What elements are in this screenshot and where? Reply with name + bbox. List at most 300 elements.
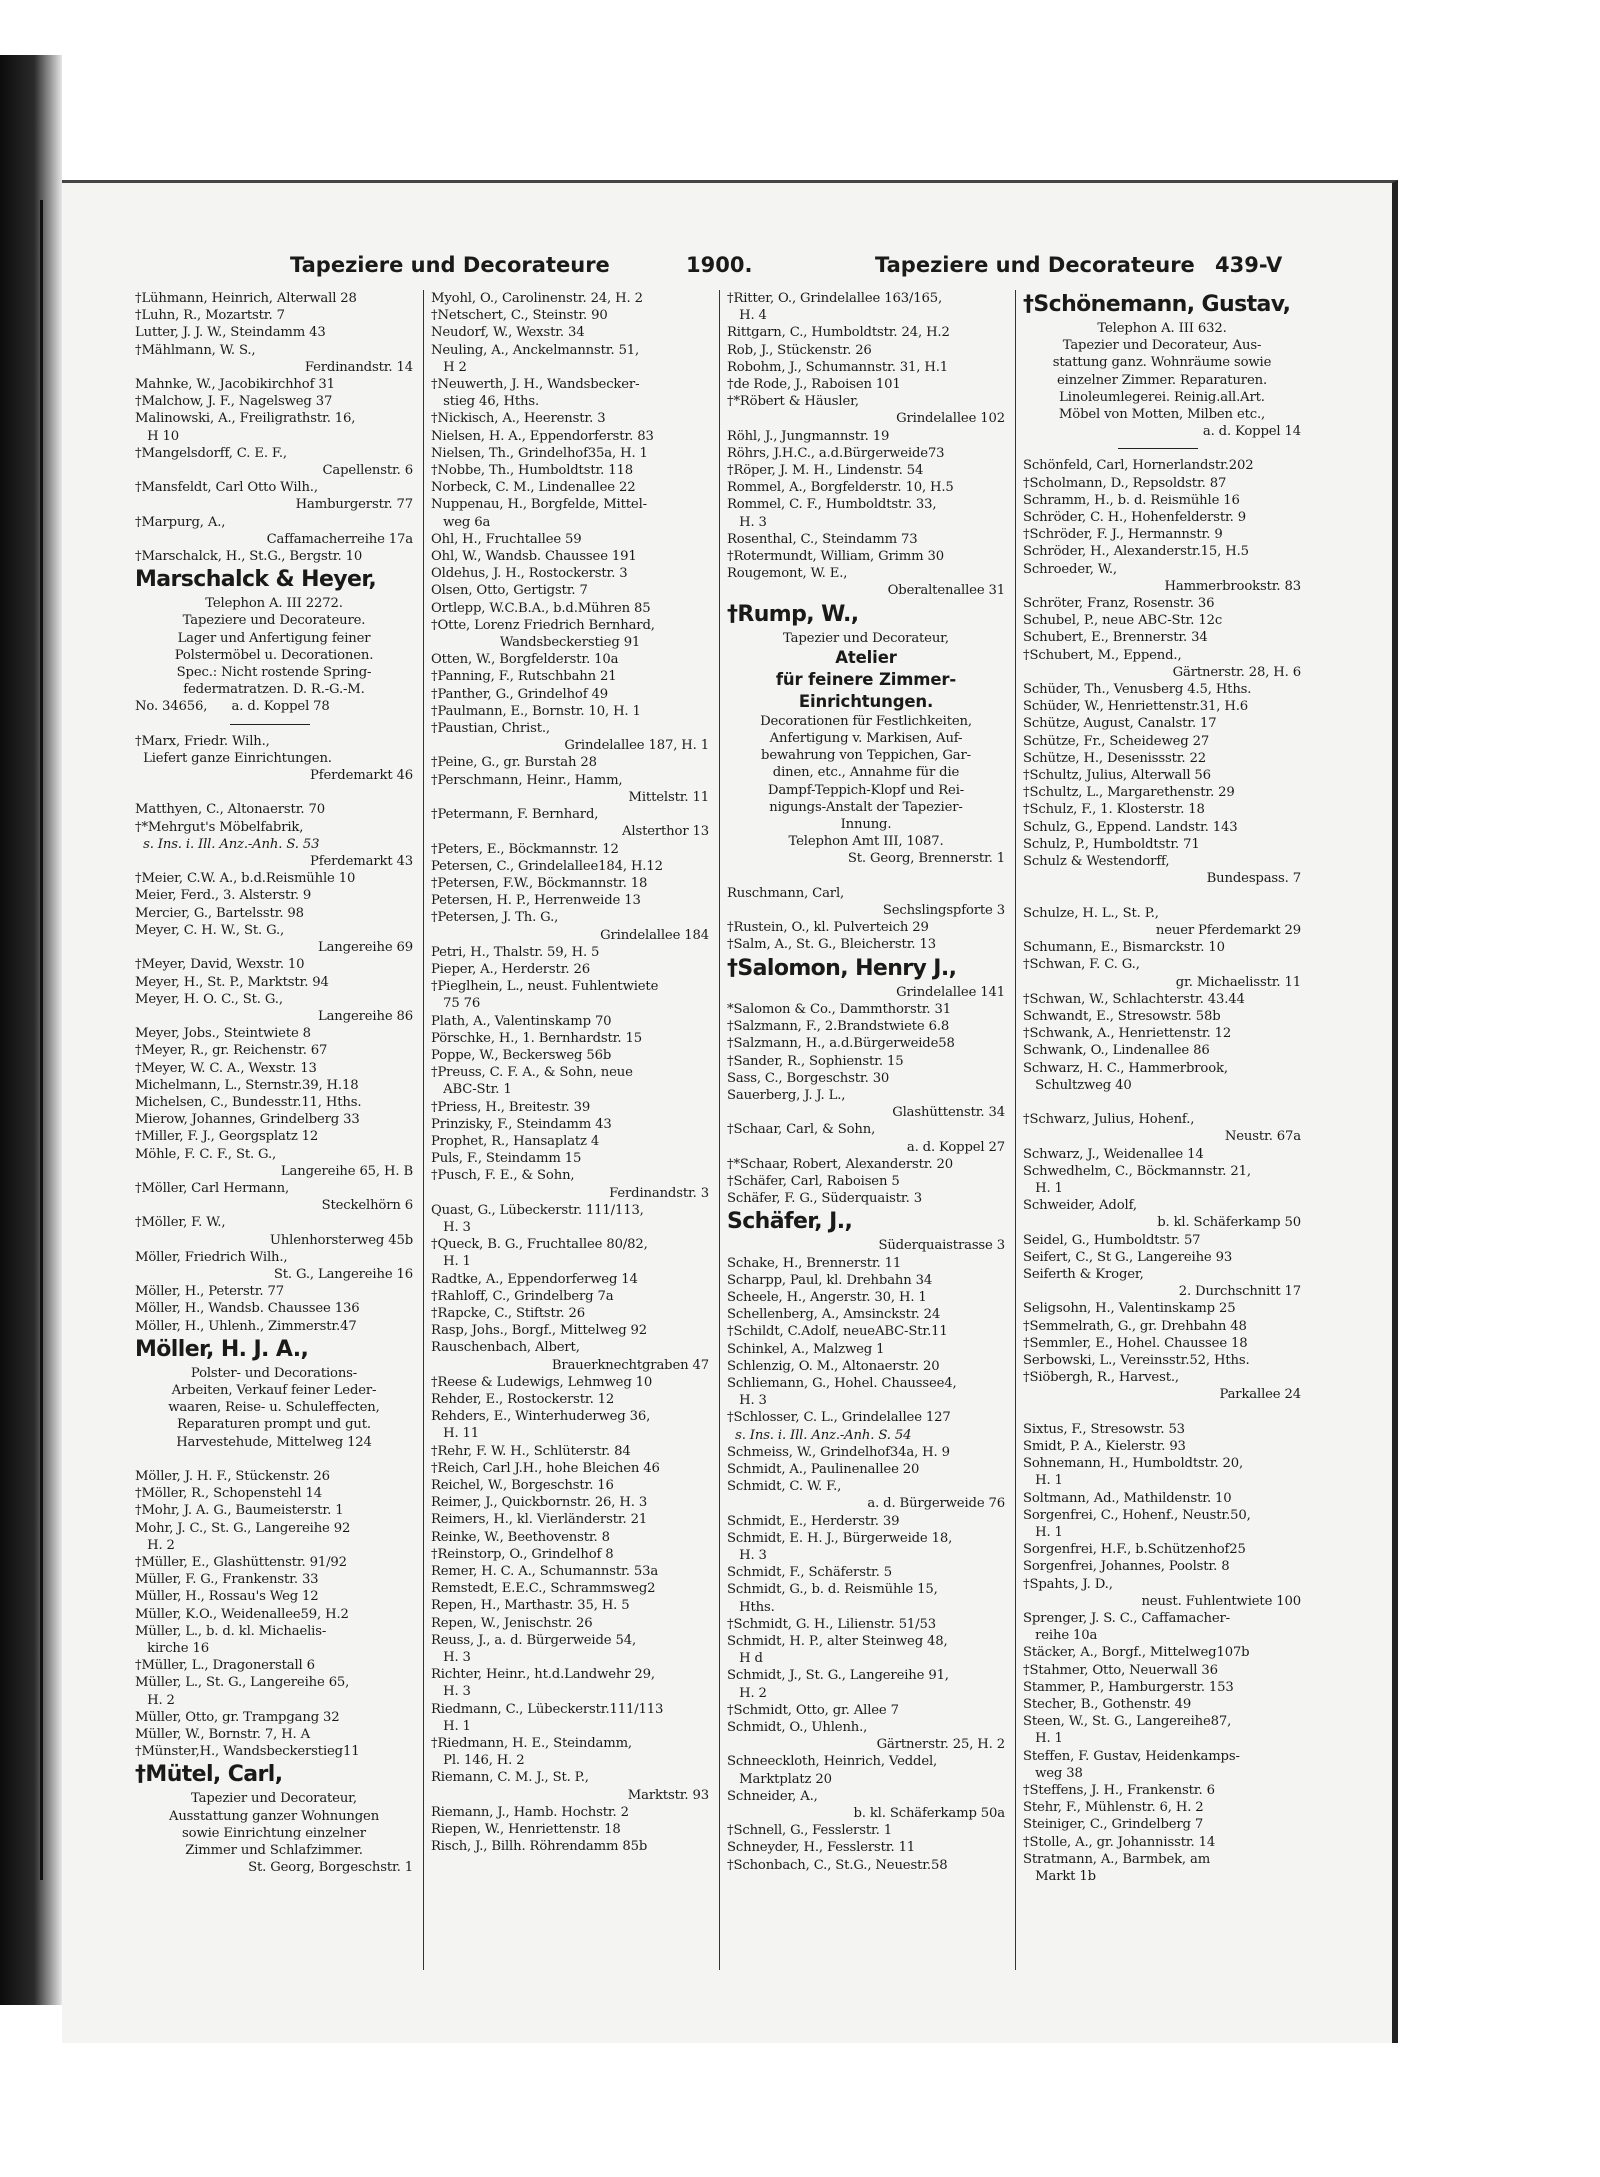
directory-entry: Schröder, C. H., Hohenfelderstr. 9 bbox=[1023, 510, 1246, 526]
directory-entry: Schultzweg 40 bbox=[1023, 1077, 1132, 1093]
directory-entry: Pörschke, H., 1. Bernhardstr. 15 bbox=[431, 1030, 642, 1046]
directory-entry: Müller, Otto, gr. Trampgang 32 bbox=[135, 1709, 340, 1725]
directory-entry: Müller, F. G., Frankenstr. 33 bbox=[135, 1572, 319, 1588]
directory-entry: Röhrs, J.H.C., a.d.Bürgerweide73 bbox=[727, 445, 945, 461]
directory-entry: Steckelhörn 6 bbox=[321, 1198, 413, 1214]
directory-entry: †Reese & Ludewigs, Lehmweg 10 bbox=[431, 1374, 653, 1390]
directory-entry: Neudorf, W., Wexstr. 34 bbox=[431, 325, 585, 341]
directory-entry: Schüder, Th., Venusberg 4.5, Hths. bbox=[1023, 682, 1252, 698]
directory-entry: Nuppenau, H., Borgfelde, Mittel- bbox=[431, 497, 647, 513]
directory-entry: Schlenzig, O. M., Altonaerstr. 20 bbox=[727, 1358, 940, 1374]
directory-entry: H. 1 bbox=[1023, 1473, 1063, 1489]
directory-entry: Möhle, F. C. F., St. G., bbox=[135, 1146, 277, 1162]
header-year: 1900. bbox=[686, 253, 753, 277]
directory-entry: †Paulmann, E., Bornstr. 10, H. 1 bbox=[431, 703, 641, 719]
directory-entry: Remstedt, E.E.C., Schrammsweg2 bbox=[431, 1581, 656, 1597]
directory-entry: †Stahmer, Otto, Neuerwall 36 bbox=[1023, 1662, 1218, 1678]
directory-entry: Meyer, H. O. C., St. G., bbox=[135, 991, 283, 1007]
directory-entry: a. d. Koppel 27 bbox=[906, 1139, 1005, 1155]
header-page-number: 439-V bbox=[1215, 253, 1283, 277]
directory-entry: †Meyer, R., gr. Reichenstr. 67 bbox=[135, 1043, 328, 1059]
column-2 bbox=[431, 290, 709, 1970]
directory-entry: Poppe, W., Beckersweg 56b bbox=[431, 1047, 612, 1063]
directory-entry: Schumann, E., Bismarckstr. 10 bbox=[1023, 940, 1225, 956]
directory-entry: †Möller, R., Schopenstehl 14 bbox=[135, 1486, 322, 1502]
directory-entry: †Pieglhein, L., neust. Fuhlentwiete bbox=[431, 979, 659, 995]
directory-entry: Einrichtungen. bbox=[798, 691, 934, 711]
directory-entry: Sohnemann, H., Humboldtstr. 20, bbox=[1023, 1456, 1244, 1472]
directory-entry: †Perschmann, Heinr., Hamm, bbox=[431, 772, 623, 788]
directory-entry: †Stolle, A., gr. Johannisstr. 14 bbox=[1023, 1834, 1216, 1850]
directory-entry: †Mählmann, W. S., bbox=[135, 342, 256, 358]
directory-entry: Tapezier und Decorateur, bbox=[191, 1791, 357, 1807]
directory-entry: †Müller, L., Dragonerstall 6 bbox=[135, 1658, 315, 1674]
advertisement-name: Marschalck & Heyer, bbox=[135, 567, 377, 593]
directory-entry: Sechslingspforte 3 bbox=[882, 903, 1005, 919]
directory-entry: H 2 bbox=[431, 359, 467, 375]
directory-entry: H. 4 bbox=[727, 308, 767, 324]
column-3 bbox=[727, 290, 1005, 1970]
directory-entry: †Schultz, L., Margarethenstr. 29 bbox=[1023, 785, 1235, 801]
advertisement-name: †Mütel, Carl, bbox=[135, 1762, 283, 1788]
directory-entry: †Meier, C.W. A., b.d.Reismühle 10 bbox=[135, 871, 356, 887]
directory-entry: Remer, H. C. A., Schumannstr. 53a bbox=[431, 1564, 659, 1580]
directory-entry: †Möller, F. W., bbox=[135, 1215, 226, 1231]
directory-entry: Ausstattung ganzer Wohnungen bbox=[168, 1808, 380, 1824]
directory-entry: †Schwank, A., Henriettenstr. 12 bbox=[1023, 1026, 1232, 1042]
directory-entry: †Pusch, F. E., & Sohn, bbox=[431, 1168, 575, 1184]
directory-entry: einzelner Zimmer. Reparaturen. bbox=[1056, 372, 1267, 388]
directory-entry: Schüder, W., Henriettenstr.31, H.6 bbox=[1023, 699, 1248, 715]
directory-entry: Hammerbrookstr. 83 bbox=[1164, 578, 1301, 594]
directory-entry bbox=[1023, 1404, 1301, 1421]
directory-entry: †Schildt, C.Adolf, neueABC-Str.11 bbox=[727, 1324, 948, 1340]
directory-entry: Dampf-Teppich-Klopf und Rei- bbox=[767, 782, 965, 798]
running-header bbox=[290, 253, 1330, 287]
directory-entry: †Schwarz, Julius, Hohenf., bbox=[1023, 1112, 1195, 1128]
directory-entry: St. G., Langereihe 16 bbox=[273, 1266, 413, 1282]
directory-entry: H. 3 bbox=[431, 1650, 471, 1666]
directory-entry: Telephon Amt III, 1087. bbox=[788, 834, 944, 850]
directory-entry bbox=[135, 1451, 413, 1468]
directory-entry: Scharpp, Paul, kl. Drehbahn 34 bbox=[727, 1272, 933, 1288]
directory-entry: Schwarz, H. C., Hammerbrook, bbox=[1023, 1060, 1228, 1076]
directory-entry: Mohr, J. C., St. G., Langereihe 92 bbox=[135, 1520, 351, 1536]
directory-entry: Prinzisky, F., Steindamm 43 bbox=[431, 1116, 612, 1132]
directory-entry: stieg 46, Hths. bbox=[431, 394, 540, 410]
directory-entry: †Luhn, R., Mozartstr. 7 bbox=[135, 308, 285, 324]
directory-entry: Glashüttenstr. 34 bbox=[892, 1105, 1005, 1121]
directory-entry: Schmidt, A., Paulinenallee 20 bbox=[727, 1461, 920, 1477]
directory-entry: †Netschert, C., Steinstr. 90 bbox=[431, 308, 608, 324]
directory-entry: ABC-Str. 1 bbox=[431, 1082, 512, 1098]
directory-entry: †Spahts, J. D., bbox=[1023, 1576, 1113, 1592]
directory-entry: Pferdemarkt 46 bbox=[310, 768, 413, 784]
directory-entry: Pl. 146, H. 2 bbox=[431, 1753, 525, 1769]
directory-entry: Möller, J. H. F., Stückenstr. 26 bbox=[135, 1468, 330, 1484]
directory-entry: Steffen, F. Gustav, Heidenkamps- bbox=[1023, 1748, 1240, 1764]
directory-entry: †Röper, J. M. H., Lindenstr. 54 bbox=[727, 463, 924, 479]
directory-entry: Markt 1b bbox=[1023, 1869, 1096, 1885]
directory-entry: Süderquaistrasse 3 bbox=[878, 1238, 1005, 1254]
directory-entry: Soltmann, Ad., Mathildenstr. 10 bbox=[1023, 1490, 1232, 1506]
directory-entry: †Preuss, C. F. A., & Sohn, neue bbox=[431, 1065, 633, 1081]
directory-entry: Seiferth & Kroger, bbox=[1023, 1266, 1144, 1282]
directory-entry: Schmidt, E. H. J., Bürgerweide 18, bbox=[727, 1530, 953, 1546]
directory-entry: Arbeiten, Verkauf feiner Leder- bbox=[171, 1382, 377, 1398]
directory-entry: Pieper, A., Herderstr. 26 bbox=[431, 961, 590, 977]
directory-entry: †Mohr, J. A. G., Baumeisterstr. 1 bbox=[135, 1503, 344, 1519]
directory-entry: für feinere Zimmer- bbox=[775, 669, 957, 689]
header-left-title: Tapeziere und Decorateure bbox=[290, 253, 610, 277]
separator-rule bbox=[1118, 448, 1198, 449]
directory-entry: Prophet, R., Hansaplatz 4 bbox=[431, 1133, 600, 1149]
directory-entry: †Paustian, Christ., bbox=[431, 721, 550, 737]
directory-entry: Langereihe 86 bbox=[317, 1008, 413, 1024]
directory-entry: Liefert ganze Einrichtungen. bbox=[135, 750, 332, 766]
directory-entry: Stecher, B., Gothenstr. 49 bbox=[1023, 1697, 1192, 1712]
advertisement-name: Möller, H. J. A., bbox=[135, 1336, 309, 1362]
directory-entry: Pferdemarkt 43 bbox=[310, 854, 413, 870]
directory-entry: Möller, Friedrich Wilh., bbox=[135, 1249, 288, 1265]
directory-entry: †Panning, F., Rutschbahn 21 bbox=[431, 669, 617, 685]
directory-entry: †Meyer, W. C. A., Wexstr. 13 bbox=[135, 1060, 317, 1076]
directory-entry: Gärtnerstr. 28, H. 6 bbox=[1172, 664, 1301, 680]
directory-entry: †Salzmann, F., 2.Brandstwiete 6.8 bbox=[727, 1019, 950, 1035]
directory-entry: Telephon A. III 632. bbox=[1097, 321, 1227, 336]
directory-entry: Risch, J., Billh. Röhrendamm 85b bbox=[431, 1839, 648, 1855]
directory-entry: H. 2 bbox=[727, 1685, 767, 1701]
directory-entry: Steen, W., St. G., Langereihe87, bbox=[1023, 1714, 1232, 1730]
directory-entry: Petri, H., Thalstr. 59, H. 5 bbox=[431, 944, 600, 960]
directory-entry: Steiniger, C., Grindelberg 7 bbox=[1023, 1817, 1204, 1833]
directory-entry: †Schulz, F., 1. Klosterstr. 18 bbox=[1023, 802, 1205, 818]
directory-entry: Quast, G., Lübeckerstr. 111/113, bbox=[431, 1202, 644, 1218]
directory-entry: †Marpurg, A., bbox=[135, 514, 226, 530]
directory-entry: Schmidt, F., Schäferstr. 5 bbox=[727, 1565, 892, 1581]
directory-entry: Neuling, A., Anckelmannstr. 51, bbox=[431, 342, 640, 358]
directory-entry: Schmidt, O., Uhlenh., bbox=[727, 1720, 868, 1736]
directory-entry: †Semmelrath, G., gr. Drehbahn 48 bbox=[1023, 1318, 1247, 1334]
advertisement-name: Schäfer, J., bbox=[727, 1209, 853, 1235]
directory-entry: b. kl. Schäferkamp 50a bbox=[853, 1806, 1005, 1822]
directory-entry: Schulz & Westendorff, bbox=[1023, 854, 1170, 870]
directory-entry: Hamburgerstr. 77 bbox=[295, 497, 413, 513]
directory-entry: †Schmidt, G. H., Lilienstr. 51/53 bbox=[727, 1616, 936, 1632]
directory-entry: Schneider, A., bbox=[727, 1788, 818, 1804]
directory-entry: †Steffens, J. H., Frankenstr. 6 bbox=[1023, 1783, 1215, 1799]
directory-entry: †Neuwerth, J. H., Wandsbecker- bbox=[431, 377, 640, 393]
directory-entry: Sorgenfrei, Johannes, Poolstr. 8 bbox=[1023, 1559, 1230, 1575]
directory-entry: †Meyer, David, Wexstr. 10 bbox=[135, 957, 305, 973]
directory-entry: †Panther, G., Grindelhof 49 bbox=[431, 686, 608, 702]
directory-entry: Olsen, Otto, Gertigstr. 7 bbox=[431, 583, 588, 599]
directory-entry: Reimer, J., Quickbornstr. 26, H. 3 bbox=[431, 1495, 648, 1511]
directory-entry: †Lühmann, Heinrich, Alterwall 28 bbox=[135, 291, 357, 306]
directory-entry: †Ritter, O., Grindelallee 163/165, bbox=[727, 291, 942, 306]
directory-entry: †Müller, E., Glashüttenstr. 91/92 bbox=[135, 1554, 347, 1570]
directory-entry: Otten, W., Borgfelderstr. 10a bbox=[431, 652, 619, 668]
directory-entry: †Schwan, W., Schlachterstr. 43.44 bbox=[1023, 991, 1245, 1007]
directory-entry: b. kl. Schäferkamp 50 bbox=[1157, 1215, 1301, 1231]
directory-entry: Reimers, H., kl. Vierländerstr. 21 bbox=[431, 1512, 648, 1528]
directory-entry: Malinowski, A., Freiligrathstr. 16, bbox=[135, 411, 356, 427]
directory-entry: H. 3 bbox=[431, 1684, 471, 1700]
directory-entry: Marktplatz 20 bbox=[727, 1771, 832, 1787]
directory-entry: Alsterthor 13 bbox=[622, 824, 709, 840]
directory-entry: H. 2 bbox=[135, 1692, 175, 1708]
directory-entry: Ohl, W., Wandsb. Chaussee 191 bbox=[431, 549, 637, 565]
directory-entry: Stehr, F., Mühlenstr. 6, H. 2 bbox=[1023, 1800, 1204, 1816]
directory-entry: †Nickisch, A., Heerenstr. 3 bbox=[431, 411, 606, 427]
directory-entry: Rosenthal, C., Steindamm 73 bbox=[727, 531, 918, 547]
directory-entry: Rehders, E., Winterhuderweg 36, bbox=[431, 1409, 651, 1425]
directory-entry: Michelsen, C., Bundesstr.11, Hths. bbox=[135, 1094, 362, 1110]
directory-entry: †Petersen, J. Th. G., bbox=[431, 910, 559, 926]
directory-entry: Schliemann, G., Hohel. Chaussee4, bbox=[727, 1375, 957, 1391]
directory-entry: †*Mehrgut's Möbelfabrik, bbox=[135, 819, 304, 835]
directory-entry: Möller, H., Wandsb. Chaussee 136 bbox=[135, 1301, 360, 1317]
directory-entry: †Peine, G., gr. Burstah 28 bbox=[431, 755, 597, 771]
directory-entry: Schweider, Adolf, bbox=[1023, 1198, 1137, 1214]
directory-entry: Riedmann, C., Lübeckerstr.111/113 bbox=[431, 1701, 664, 1717]
directory-entry: Riepen, W., Henriettenstr. 18 bbox=[431, 1822, 621, 1838]
directory-entry: Polster- und Decorations- bbox=[190, 1365, 358, 1381]
directory-entry: Ohl, H., Fruchtallee 59 bbox=[431, 531, 582, 547]
directory-entry: Sprenger, J. S. C., Caffamacher- bbox=[1023, 1610, 1230, 1626]
directory-entry: Sixtus, F., Stresowstr. 53 bbox=[1023, 1421, 1185, 1437]
directory-entry: Schütze, August, Canalstr. 17 bbox=[1023, 716, 1217, 732]
directory-entry: H. 1 bbox=[431, 1718, 471, 1734]
directory-entry: H. 3 bbox=[727, 1547, 767, 1563]
directory-entry: neust. Fuhlentwiete 100 bbox=[1141, 1593, 1301, 1609]
directory-entry: H. 1 bbox=[1023, 1180, 1063, 1196]
directory-entry: Schmidt, H. P., alter Steinweg 48, bbox=[727, 1634, 948, 1649]
directory-entry: Meyer, Jobs., Steintwiete 8 bbox=[135, 1026, 311, 1042]
directory-entry: Schröter, Franz, Rosenstr. 36 bbox=[1023, 596, 1215, 612]
directory-entry: waaren, Reise- u. Schuleffecten, bbox=[168, 1400, 380, 1416]
directory-entry: Lager und Anfertigung feiner bbox=[177, 630, 371, 646]
directory-entry: †Rotermundt, William, Grimm 30 bbox=[727, 549, 944, 565]
directory-entry: 75 76 bbox=[431, 996, 481, 1012]
directory-entry: †Rustein, O., kl. Pulverteich 29 bbox=[727, 920, 929, 936]
directory-entry: Petersen, C., Grindelallee184, H.12 bbox=[431, 858, 663, 874]
advertisement-name: †Schönemann, Gustav, bbox=[1023, 292, 1291, 317]
directory-entry: a. d. Bürgerweide 76 bbox=[867, 1496, 1005, 1512]
directory-entry: Sauerberg, J. J. L., bbox=[727, 1087, 846, 1103]
directory-entry: Matthyen, C., Altonaerstr. 70 bbox=[135, 802, 325, 818]
directory-entry: Meyer, H., St. P., Marktstr. 94 bbox=[135, 974, 329, 990]
directory-entry: Reuss, J., a. d. Bürgerweide 54, bbox=[431, 1632, 637, 1648]
directory-entry: Parkallee 24 bbox=[1219, 1387, 1301, 1403]
directory-entry: †Rehr, F. W. H., Schlüterstr. 84 bbox=[431, 1443, 631, 1459]
directory-entry: Rommel, C. F., Humboldtstr. 33, bbox=[727, 497, 937, 513]
directory-entry: Sorgenfrei, H.F., b.Schützenhof25 bbox=[1023, 1542, 1246, 1558]
directory-entry: Innung. bbox=[840, 817, 892, 833]
directory-entry: Schütze, H., Desenissstr. 22 bbox=[1023, 750, 1206, 766]
directory-entry: Petersen, H. P., Herrenweide 13 bbox=[431, 893, 641, 909]
directory-entry: †Nobbe, Th., Humboldtstr. 118 bbox=[431, 463, 633, 479]
directory-entry: Grindelallee 141 bbox=[896, 984, 1005, 1000]
directory-entry: Atelier bbox=[835, 647, 897, 667]
directory-entry: s. Ins. i. Ill. Anz.-Anh. S. 53 bbox=[135, 836, 320, 852]
directory-entry: *Salomon & Co., Dammthorstr. 31 bbox=[727, 1001, 951, 1017]
directory-entry bbox=[1023, 1094, 1301, 1111]
directory-entry: Telephon A. III 2272. bbox=[205, 596, 343, 612]
directory-entry: Reichel, W., Borgeschstr. 16 bbox=[431, 1478, 614, 1494]
directory-entry: Grindelallee 184 bbox=[600, 927, 709, 943]
directory-entry: Schmidt, J., St. G., Langereihe 91, bbox=[727, 1668, 949, 1684]
directory-entry: Rehder, E., Rostockerstr. 12 bbox=[431, 1392, 615, 1407]
directory-entry: Decorationen für Festlichkeiten, bbox=[760, 713, 972, 729]
directory-entry: †Marx, Friedr. Wilh., bbox=[135, 733, 270, 749]
directory-entry: Rauschenbach, Albert, bbox=[431, 1340, 580, 1356]
directory-entry: Smidt, P. A., Kielerstr. 93 bbox=[1023, 1438, 1186, 1454]
directory-entry: Seidel, G., Humboldtstr. 57 bbox=[1023, 1232, 1201, 1248]
directory-entry: Marktstr. 93 bbox=[627, 1787, 709, 1803]
directory-entry: Wandsbeckerstieg 91 bbox=[499, 635, 641, 651]
directory-entry: Ferdinandstr. 14 bbox=[304, 359, 413, 375]
directory-entry: Schwedhelm, C., Böckmannstr. 21, bbox=[1023, 1163, 1251, 1179]
directory-entry: Polstermöbel u. Decorationen. bbox=[174, 647, 374, 663]
directory-entry: Müller, L., St. G., Langereihe 65, bbox=[135, 1675, 350, 1691]
directory-entry: 2. Durchschnitt 17 bbox=[1178, 1284, 1301, 1300]
directory-entry: Rittgarn, C., Humboldtstr. 24, H.2 bbox=[727, 325, 950, 341]
directory-entry: Stratmann, A., Barmbek, am bbox=[1023, 1851, 1211, 1867]
directory-entry: Ortlepp, W.C.B.A., b.d.Mühren 85 bbox=[431, 600, 651, 616]
column-divider bbox=[1015, 290, 1016, 1970]
directory-entry: Oberaltenallee 31 bbox=[887, 583, 1005, 599]
directory-entry: Rob, J., Stückenstr. 26 bbox=[727, 342, 872, 358]
directory-entry: Schmidt, C. W. F., bbox=[727, 1479, 842, 1495]
directory-entry: Capellenstr. 6 bbox=[322, 463, 413, 479]
directory-entry: Stammer, P., Hamburgerstr. 153 bbox=[1023, 1679, 1234, 1695]
directory-entry: Schmidt, G., b. d. Reismühle 15, bbox=[727, 1582, 938, 1598]
directory-entry: Reinke, W., Beethovenstr. 8 bbox=[431, 1529, 610, 1545]
directory-entry: †Scholmann, D., Repsoldstr. 87 bbox=[1023, 475, 1227, 491]
separator-rule bbox=[230, 724, 310, 725]
directory-entry: Möller, H., Peterstr. 77 bbox=[135, 1284, 284, 1300]
directory-entry: †Marschalck, H., St.G., Bergstr. 10 bbox=[135, 549, 363, 565]
directory-entry: †Riedmann, H. E., Steindamm, bbox=[431, 1736, 632, 1752]
directory-entry: †Sander, R., Sophienstr. 15 bbox=[727, 1053, 904, 1069]
directory-entry: nigungs-Anstalt der Tapezier- bbox=[769, 799, 963, 815]
directory-entry: Spec.: Nicht rostende Spring- bbox=[176, 665, 372, 681]
directory-entry: †Petersen, F.W., Böckmannstr. 18 bbox=[431, 875, 648, 891]
directory-entry: †Rapcke, C., Stiftstr. 26 bbox=[431, 1305, 585, 1321]
directory-entry: Tapezier und Decorateur, Aus- bbox=[1062, 338, 1262, 354]
directory-entry: †Priess, H., Breitestr. 39 bbox=[431, 1099, 591, 1115]
directory-entry: Schäfer, F. G., Süderquaistr. 3 bbox=[727, 1191, 922, 1207]
directory-entry bbox=[1023, 888, 1301, 905]
directory-entry: St. Georg, Brennerstr. 1 bbox=[847, 851, 1005, 867]
directory-entry: Möller, H., Uhlenh., Zimmerstr.47 bbox=[135, 1318, 357, 1334]
directory-entry: †Miller, F. J., Georgsplatz 12 bbox=[135, 1129, 319, 1145]
directory-entry: †Schäfer, Carl, Raboisen 5 bbox=[727, 1173, 900, 1189]
directory-entry: Stäcker, A., Borgf., Mittelweg107b bbox=[1023, 1645, 1250, 1661]
directory-entry: H. 3 bbox=[431, 1219, 471, 1235]
directory-entry: Schönfeld, Carl, Hornerlandstr.202 bbox=[1023, 458, 1254, 474]
directory-entry: H. 1 bbox=[1023, 1524, 1063, 1540]
directory-entry: †Queck, B. G., Fruchtallee 80/82, bbox=[431, 1237, 648, 1253]
spine-shadow bbox=[40, 200, 43, 1880]
directory-entry: Müller, K.O., Weidenallee59, H.2 bbox=[135, 1606, 349, 1622]
directory-entry: †Schubert, M., Eppend., bbox=[1023, 647, 1182, 663]
directory-entry: Hths. bbox=[727, 1599, 775, 1615]
directory-entry: Möbel von Motten, Milben etc., bbox=[1058, 407, 1266, 423]
directory-entry: †Mansfeldt, Carl Otto Wilh., bbox=[135, 480, 318, 496]
directory-entry: Ruschmann, Carl, bbox=[727, 885, 845, 901]
directory-entry: Schulz, G., Eppend. Landstr. 143 bbox=[1023, 819, 1238, 835]
directory-entry: Brauerknechtgraben 47 bbox=[551, 1357, 709, 1373]
directory-entry: St. Georg, Borgeschstr. 1 bbox=[248, 1860, 413, 1876]
directory-entry: Reparaturen prompt und gut. bbox=[177, 1417, 371, 1433]
directory-entry: Schröder, H., Alexanderstr.15, H.5 bbox=[1023, 544, 1249, 560]
directory-entry: †Schwan, F. C. G., bbox=[1023, 957, 1140, 973]
directory-entry: †Salzmann, H., a.d.Bürgerweide58 bbox=[727, 1036, 955, 1052]
directory-entry: Schroeder, W., bbox=[1023, 561, 1117, 577]
column-divider bbox=[719, 290, 720, 1970]
directory-entry: sowie Einrichtung einzelner bbox=[182, 1825, 366, 1841]
directory-entry: Grindelallee 102 bbox=[896, 411, 1005, 427]
directory-entry: Meier, Ferd., 3. Alsterstr. 9 bbox=[135, 888, 312, 904]
directory-entry: H. 1 bbox=[1023, 1731, 1063, 1747]
directory-entry: †Siöbergh, R., Harvest., bbox=[1023, 1370, 1179, 1386]
directory-entry: Müller, L., b. d. kl. Michaelis- bbox=[135, 1623, 327, 1639]
directory-entry: †*Schaar, Robert, Alexanderstr. 20 bbox=[727, 1156, 954, 1172]
directory-entry: Plath, A., Valentinskamp 70 bbox=[431, 1013, 612, 1029]
directory-entry: Meyer, C. H. W., St. G., bbox=[135, 922, 285, 938]
directory-entry: †Schultz, Julius, Alterwall 56 bbox=[1023, 768, 1211, 784]
directory-entry: Schmidt, E., Herderstr. 39 bbox=[727, 1513, 900, 1529]
directory-entry: Mierow, Johannes, Grindelberg 33 bbox=[135, 1112, 360, 1128]
directory-entry: Schmeiss, W., Grindelhof34a, H. 9 bbox=[727, 1444, 950, 1460]
directory-entry: Riemann, J., Hamb. Hochstr. 2 bbox=[431, 1804, 629, 1820]
advertisement-name: †Rump, W., bbox=[727, 601, 859, 627]
directory-entry: Schwandt, E., Stresowstr. 58b bbox=[1023, 1008, 1221, 1024]
directory-entry: Schwank, O., Lindenallee 86 bbox=[1023, 1043, 1210, 1059]
directory-entry: Zimmer und Schlafzimmer. bbox=[185, 1843, 363, 1859]
directory-entry: Langereihe 65, H. B bbox=[280, 1163, 413, 1179]
directory-entry: †Malchow, J. F., Nagelsweg 37 bbox=[135, 394, 333, 410]
directory-entry: Seifert, C., St G., Langereihe 93 bbox=[1023, 1249, 1233, 1265]
header-right-title: Tapeziere und Decorateure bbox=[875, 253, 1195, 277]
directory-entry: kirche 16 bbox=[135, 1641, 209, 1656]
directory-entry: Müller, W., Bornstr. 7, H. A bbox=[135, 1727, 311, 1743]
directory-entry: Michelmann, L., Sternstr.39, H.18 bbox=[135, 1077, 359, 1093]
directory-entry: Neustr. 67a bbox=[1224, 1129, 1301, 1145]
directory-entry: Mahnke, W., Jacobikirchhof 31 bbox=[135, 377, 335, 393]
directory-entry: Röhl, J., Jungmannstr. 19 bbox=[727, 428, 890, 444]
directory-entry: Robohm, J., Schumannstr. 31, H.1 bbox=[727, 359, 948, 375]
directory-entry: Grindelallee 187, H. 1 bbox=[564, 738, 709, 754]
directory-entry: †Rahloff, C., Grindelberg 7a bbox=[431, 1288, 614, 1304]
directory-entry: Rasp, Johs., Borgf., Mittelweg 92 bbox=[431, 1323, 648, 1339]
directory-entry: Müller, H., Rossau's Weg 12 bbox=[135, 1589, 319, 1605]
directory-entry: Myohl, O., Carolinenstr. 24, H. 2 bbox=[431, 291, 643, 306]
directory-entry: Oldehus, J. H., Rostockerstr. 3 bbox=[431, 566, 628, 582]
directory-entry: †Schröder, F. J., Hermannstr. 9 bbox=[1023, 527, 1223, 543]
directory-entry: H. 1 bbox=[431, 1254, 471, 1270]
directory-entry: neuer Pferdemarkt 29 bbox=[1155, 922, 1301, 938]
directory-entry: Bundespass. 7 bbox=[1206, 871, 1301, 887]
directory-entry: Puls, F., Steindamm 15 bbox=[431, 1151, 582, 1167]
directory-entry: Schellenberg, A., Amsinckstr. 24 bbox=[727, 1307, 941, 1323]
directory-entry: federmatratzen. D. R.-G.-M. bbox=[183, 682, 365, 698]
directory-entry: †Reich, Carl J.H., hohe Bleichen 46 bbox=[431, 1460, 660, 1476]
directory-entry: Schulz, P., Humboldtstr. 71 bbox=[1023, 836, 1200, 852]
directory-entry: Nielsen, Th., Grindelhof35a, H. 1 bbox=[431, 445, 648, 461]
